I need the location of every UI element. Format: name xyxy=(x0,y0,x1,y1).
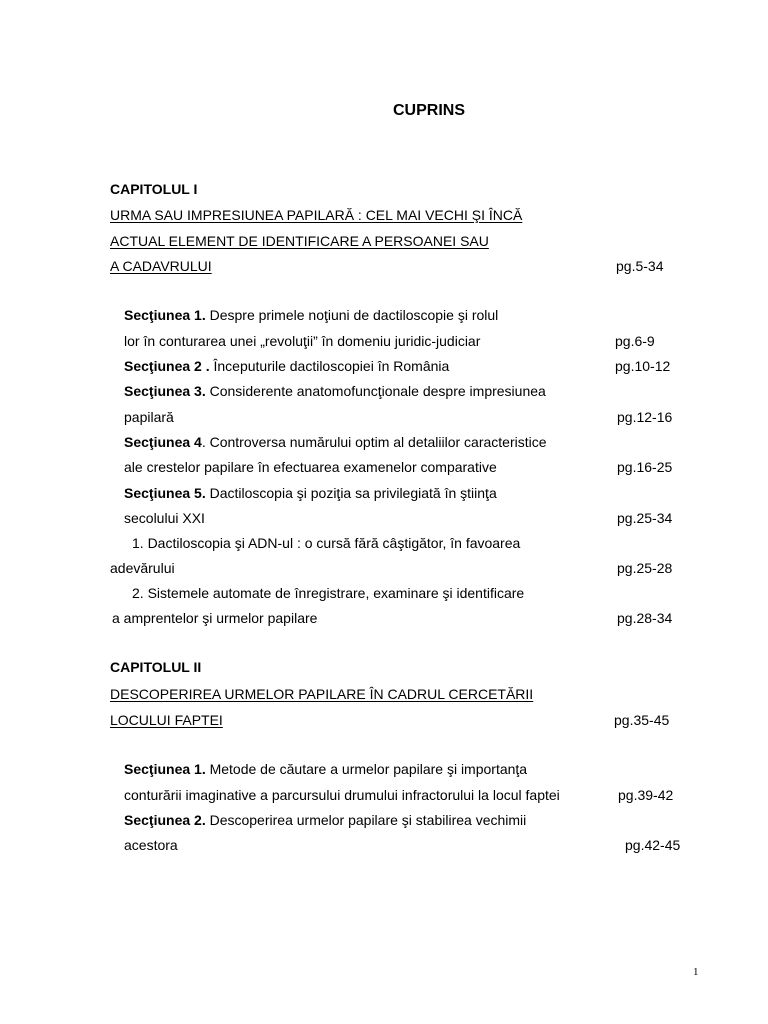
ch1-section-3-label: Secţiunea 3. xyxy=(124,383,206,399)
ch1-section-5 xyxy=(124,484,497,502)
ch1-subsection-2-pages: pg.28-34 xyxy=(617,610,673,626)
ch1-subsection-1-pages: pg.25-28 xyxy=(617,560,673,576)
chapter-2-label: CAPITOLUL II xyxy=(110,659,202,675)
ch2-section-1-pages: pg.39-42 xyxy=(618,787,674,803)
ch1-section-5-pages: pg.25-34 xyxy=(617,510,673,526)
page-number: 1 xyxy=(693,966,699,978)
ch2-section-2-label: Secţiunea 2. xyxy=(124,812,206,828)
ch1-section-4-text: . Controversa numărului optim al detaliilor caracteristice xyxy=(201,434,547,450)
ch1-section-3 xyxy=(124,382,546,400)
chapter-1-label: CAPITOLUL I xyxy=(110,181,198,197)
ch2-section-1 xyxy=(124,760,527,778)
ch1-section-5-label: Secţiunea 5. xyxy=(124,485,206,501)
ch2-section-2-pages: pg.42-45 xyxy=(625,837,681,853)
ch2-section-1-line-2: conturării imaginative a parcursului drumului infractorului la locul faptei xyxy=(124,787,560,803)
ch2-section-2-text: Descoperirea urmelor papilare şi stabilirea vechimii xyxy=(205,812,527,828)
ch1-section-4-pages: pg.16-25 xyxy=(617,459,673,475)
chapter-1-pages: pg.5-34 xyxy=(616,258,664,274)
ch1-section-4-label: Secţiunea 4 xyxy=(124,434,202,450)
ch1-subsection-2-line-2: a amprentelor şi urmelor papilare xyxy=(112,610,318,626)
chapter-1-title-line-1: URMA SAU IMPRESIUNEA PAPILARĂ : CEL MAI VECHI ŞI ÎNCĂ xyxy=(110,207,523,223)
ch2-section-2-line-2: acestora xyxy=(124,837,178,853)
chapter-1-title-line-3: A CADAVRULUI xyxy=(110,258,212,274)
ch1-section-4 xyxy=(124,433,547,451)
chapter-2-title-line-2: LOCULUI FAPTEI xyxy=(110,712,223,728)
ch1-section-4-line-2: ale crestelor papilare în efectuarea examenelor comparative xyxy=(124,459,497,475)
ch1-section-2 xyxy=(124,357,449,375)
ch1-section-5-text: Dactiloscopia şi poziţia sa privilegiată în ştiinţa xyxy=(205,485,497,501)
ch2-section-1-label: Secţiunea 1. xyxy=(124,761,206,777)
ch2-section-2 xyxy=(124,811,526,829)
ch1-subsection-2: 2. Sistemele automate de înregistrare, examinare şi identificare xyxy=(132,585,525,601)
ch1-subsection-1-line-2: adevărului xyxy=(110,560,175,576)
ch1-section-3-pages: pg.12-16 xyxy=(617,409,673,425)
ch1-section-5-line-2: secolului XXI xyxy=(124,510,205,526)
ch1-section-3-text: Considerente anatomofuncţionale despre impresiunea xyxy=(205,383,546,399)
ch1-section-1-text: Despre primele noţiuni de dactiloscopie şi rolul xyxy=(205,307,499,323)
chapter-2-pages: pg.35-45 xyxy=(614,712,670,728)
ch1-section-1-pages: pg.6-9 xyxy=(615,333,655,349)
ch1-section-2-text: Începuturile dactiloscopiei în România xyxy=(209,358,450,374)
ch2-section-1-text: Metode de căutare a urmelor papilare şi importanţa xyxy=(205,761,528,777)
page-title: CUPRINS xyxy=(392,102,465,119)
ch1-section-2-label: Secţiunea 2 . xyxy=(124,358,210,374)
ch1-section-3-line-2: papilară xyxy=(124,409,174,425)
ch1-section-1-label: Secţiunea 1. xyxy=(124,307,206,323)
chapter-1-title-line-2: ACTUAL ELEMENT DE IDENTIFICARE A PERSOANEI SAU xyxy=(110,233,489,249)
ch1-subsection-1: 1. Dactiloscopia şi ADN-ul : o cursă fără câştigător, în favoarea xyxy=(132,535,521,551)
ch1-section-1 xyxy=(124,306,498,324)
ch1-section-2-pages: pg.10-12 xyxy=(615,358,671,374)
ch1-section-1-line-2: lor în conturarea unei „revoluţii” în domeniu juridic-judiciar xyxy=(124,333,481,349)
chapter-2-title-line-1: DESCOPERIREA URMELOR PAPILARE ÎN CADRUL CERCETĂRII xyxy=(110,686,534,702)
